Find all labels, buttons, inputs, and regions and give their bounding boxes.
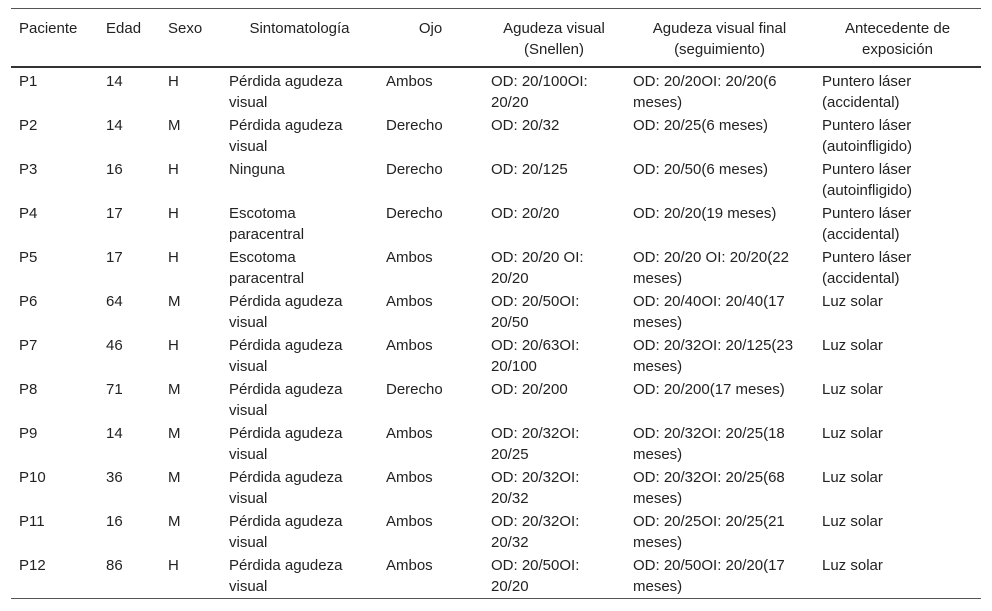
cell-ojo: Ambos: [386, 425, 433, 442]
cell-antecedente: Luz solar: [822, 513, 883, 530]
table-row: [11, 202, 981, 246]
cell-agudeza-visual: OD: 20/20: [491, 205, 560, 222]
cell-sexo: H: [168, 205, 179, 222]
col-header-edad: Edad: [106, 20, 142, 37]
col-header-paciente: Paciente: [19, 20, 78, 37]
cell-agudeza-visual: OD: 20/32OI: 20/25: [491, 425, 580, 463]
cell-agudeza-visual: OD: 20/32: [491, 117, 560, 134]
cell-agudeza-visual-final: OD: 20/20OI: 20/20(6 meses): [633, 73, 777, 111]
cell-antecedente: Puntero láser (accidental): [822, 249, 912, 287]
cell-sintomatologia: Pérdida agudeza visual: [229, 513, 343, 551]
col-header-sexo: Sexo: [168, 20, 203, 37]
cell-antecedente: Puntero láser (accidental): [822, 205, 912, 243]
cell-sexo: M: [168, 117, 181, 134]
cell-agudeza-visual-final: OD: 20/20(19 meses): [633, 205, 777, 222]
patients-table-container: [11, 8, 981, 599]
cell-paciente: P2: [19, 117, 38, 134]
cell-ojo: Derecho: [386, 117, 443, 134]
cell-agudeza-visual-final: OD: 20/50(6 meses): [633, 161, 769, 178]
cell-sexo: H: [168, 161, 179, 178]
cell-antecedente: Luz solar: [822, 425, 883, 442]
cell-ojo: Ambos: [386, 73, 433, 90]
cell-paciente: P10: [19, 469, 46, 486]
cell-sintomatologia: Escotoma paracentral: [229, 249, 305, 287]
table-row: [11, 422, 981, 466]
cell-agudeza-visual: OD: 20/100OI: 20/20: [491, 73, 588, 111]
cell-ojo: Ambos: [386, 337, 433, 354]
table-row: [11, 67, 981, 114]
cell-antecedente: Luz solar: [822, 337, 883, 354]
cell-agudeza-visual: OD: 20/32OI: 20/32: [491, 513, 580, 551]
cell-ojo: Derecho: [386, 381, 443, 398]
cell-agudeza-visual-final: OD: 20/200(17 meses): [633, 381, 785, 398]
cell-sintomatologia: Escotoma paracentral: [229, 205, 305, 243]
cell-edad: 14: [106, 117, 123, 134]
cell-edad: 16: [106, 513, 123, 530]
cell-edad: 46: [106, 337, 123, 354]
cell-sexo: M: [168, 425, 181, 442]
cell-edad: 14: [106, 425, 123, 442]
cell-edad: 17: [106, 249, 123, 266]
cell-antecedente: Luz solar: [822, 293, 883, 310]
cell-edad: 36: [106, 469, 123, 486]
col-header-agudeza-visual: Agudeza visual (Snellen): [503, 20, 605, 58]
cell-ojo: Ambos: [386, 513, 433, 530]
table-row: [11, 246, 981, 290]
cell-sexo: M: [168, 381, 181, 398]
header-row: [11, 9, 981, 68]
patients-table: [11, 8, 981, 599]
cell-agudeza-visual: OD: 20/63OI: 20/100: [491, 337, 580, 375]
cell-ojo: Derecho: [386, 161, 443, 178]
cell-agudeza-visual: OD: 20/32OI: 20/32: [491, 469, 580, 507]
cell-paciente: P7: [19, 337, 38, 354]
table-row: [11, 158, 981, 202]
cell-ojo: Derecho: [386, 205, 443, 222]
cell-ojo: Ambos: [386, 469, 433, 486]
cell-sintomatologia: Pérdida agudeza visual: [229, 381, 343, 419]
cell-agudeza-visual-final: OD: 20/32OI: 20/125(23 meses): [633, 337, 794, 375]
cell-agudeza-visual-final: OD: 20/25OI: 20/25(21 meses): [633, 513, 785, 551]
cell-ojo: Ambos: [386, 293, 433, 310]
cell-sintomatologia: Pérdida agudeza visual: [229, 293, 343, 331]
cell-antecedente: Luz solar: [822, 557, 883, 574]
cell-sintomatologia: Pérdida agudeza visual: [229, 73, 343, 111]
cell-edad: 16: [106, 161, 123, 178]
cell-paciente: P6: [19, 293, 38, 310]
cell-agudeza-visual-final: OD: 20/40OI: 20/40(17 meses): [633, 293, 785, 331]
cell-antecedente: Puntero láser (accidental): [822, 73, 912, 111]
cell-ojo: Ambos: [386, 249, 433, 266]
cell-sexo: H: [168, 73, 179, 90]
cell-edad: 71: [106, 381, 123, 398]
cell-agudeza-visual-final: OD: 20/32OI: 20/25(68 meses): [633, 469, 785, 507]
cell-antecedente: Luz solar: [822, 381, 883, 398]
table-body: [11, 67, 981, 599]
cell-agudeza-visual: OD: 20/20 OI: 20/20: [491, 249, 584, 287]
cell-sintomatologia: Pérdida agudeza visual: [229, 117, 343, 155]
col-header-antecedente: Antecedente de exposición: [844, 20, 951, 58]
cell-paciente: P11: [19, 513, 45, 530]
cell-paciente: P12: [19, 557, 46, 574]
table-row: [11, 554, 981, 599]
col-header-ojo: Ojo: [418, 20, 443, 37]
cell-sexo: M: [168, 513, 181, 530]
cell-agudeza-visual: OD: 20/200: [491, 381, 568, 398]
table-row: [11, 290, 981, 334]
cell-edad: 86: [106, 557, 123, 574]
cell-sexo: H: [168, 337, 179, 354]
cell-ojo: Ambos: [386, 557, 433, 574]
cell-sintomatologia: Pérdida agudeza visual: [229, 557, 343, 595]
cell-sexo: H: [168, 249, 179, 266]
cell-paciente: P3: [19, 161, 38, 178]
cell-antecedente: Puntero láser (autoinfligido): [822, 161, 913, 199]
cell-edad: 17: [106, 205, 123, 222]
cell-agudeza-visual-final: OD: 20/20 OI: 20/20(22 meses): [633, 249, 789, 287]
cell-antecedente: Puntero láser (autoinfligido): [822, 117, 913, 155]
table-row: [11, 510, 981, 554]
cell-edad: 64: [106, 293, 123, 310]
cell-paciente: P1: [19, 73, 38, 90]
cell-edad: 14: [106, 73, 123, 90]
cell-agudeza-visual: OD: 20/125: [491, 161, 568, 178]
col-header-sintomatologia: Sintomatología: [249, 20, 350, 37]
cell-sintomatologia: Pérdida agudeza visual: [229, 337, 343, 375]
cell-sexo: M: [168, 293, 181, 310]
cell-agudeza-visual-final: OD: 20/32OI: 20/25(18 meses): [633, 425, 785, 463]
cell-sintomatologia: Ninguna: [229, 161, 285, 178]
cell-sintomatologia: Pérdida agudeza visual: [229, 469, 343, 507]
cell-agudeza-visual-final: OD: 20/50OI: 20/20(17 meses): [633, 557, 785, 595]
cell-agudeza-visual: OD: 20/50OI: 20/50: [491, 293, 580, 331]
cell-antecedente: Luz solar: [822, 469, 883, 486]
cell-sintomatologia: Pérdida agudeza visual: [229, 425, 343, 463]
cell-paciente: P9: [19, 425, 38, 442]
cell-paciente: P8: [19, 381, 38, 398]
cell-agudeza-visual: OD: 20/50OI: 20/20: [491, 557, 580, 595]
table-row: [11, 114, 981, 158]
col-header-agudeza-visual-final: Agudeza visual final (seguimiento): [652, 20, 787, 58]
cell-sexo: M: [168, 469, 181, 486]
cell-paciente: P5: [19, 249, 38, 266]
table-row: [11, 378, 981, 422]
cell-sexo: H: [168, 557, 179, 574]
cell-agudeza-visual-final: OD: 20/25(6 meses): [633, 117, 769, 134]
table-row: [11, 334, 981, 378]
table-row: [11, 466, 981, 510]
cell-paciente: P4: [19, 205, 38, 222]
